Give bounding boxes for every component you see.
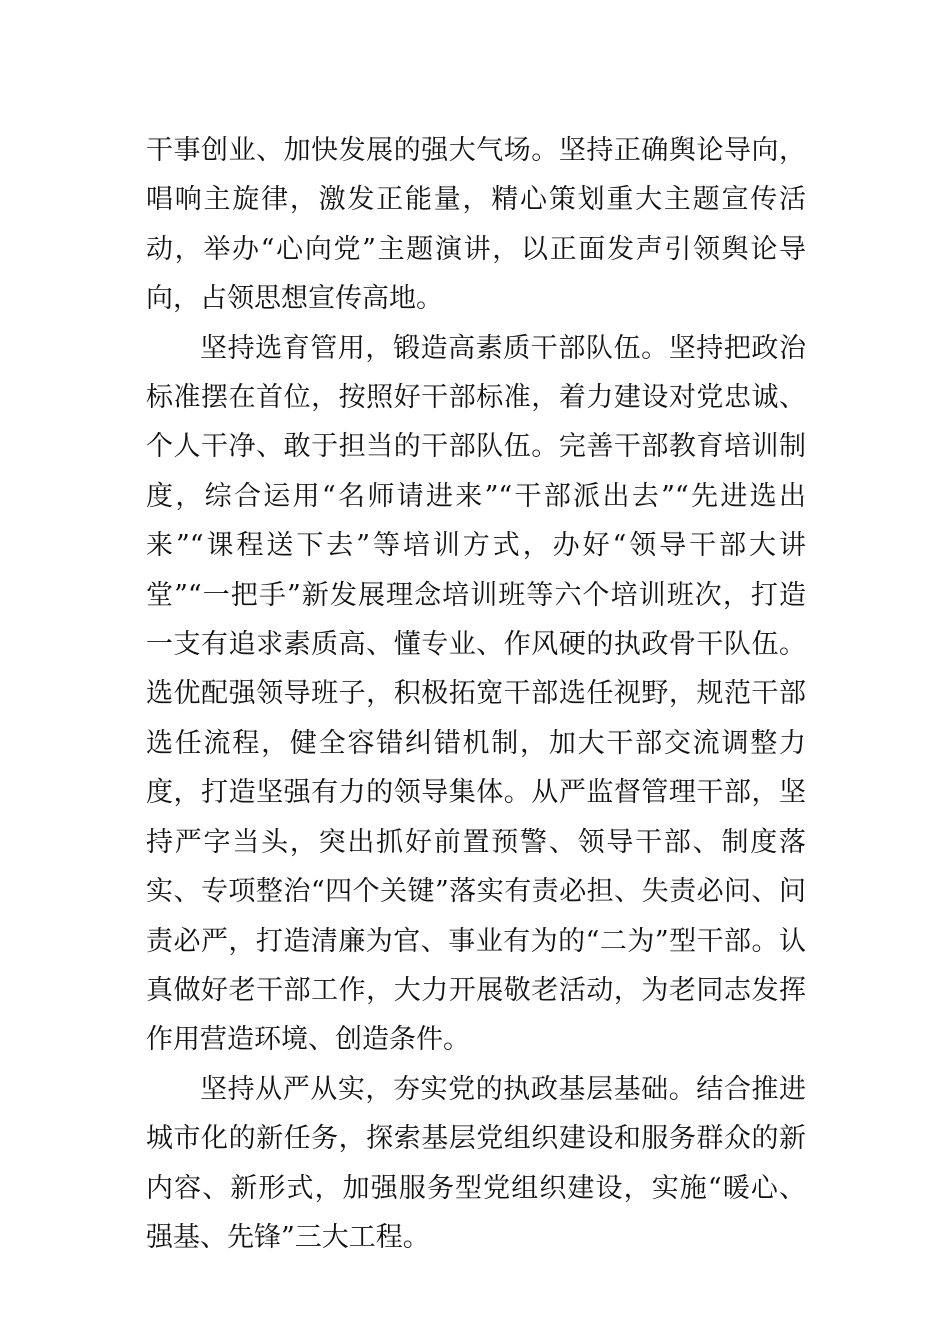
paragraph-cadre-team: 坚持选育管用，锻造高素质干部队伍。坚持把政治标准摆在首位，按照好干部标准，着力建设对党忠诚、个人干净、敢于担当的干部队伍。完善干部教育培训制度，综合运用“名师请进来”“干部派出去”“先进选出来”“课程送下去”等培训方式，办好“领导干部大讲堂”“一把手”新发展理念培训班等六个培训班次，打造一支有追求素质高、懂专业、作风硬的执政骨干队伍。选优配强领导班子，积极拓宽干部选任视野，规范干部选任流程，健全容错纠错机制，加大干部交流调整力度，打造坚强有力的领导集体。从严监督管理干部，坚持严字当头，突出抓好前置预警、领导干部、制度落实、专项整治“四个关键”落实有责必担、失责必问、问责必严，打造清廉为官、事业有为的“二为”型干部。认真做好老干部工作，大力开展敬老活动，为老同志发挥作用营造环境、创造条件。 (146, 332, 806, 1056)
paragraph-grassroots: 坚持从严从实，夯实党的执政基层基础。结合推进城市化的新任务，探索基层党组织建设和服务群众的新内容、新形式，加强服务型党组织建设，实施“暖心、强基、先锋”三大工程。 (146, 1073, 806, 1253)
paragraph-continuation: 干事创业、加快发展的强大气场。坚持正确舆论导向，唱响主旋律，激发正能量，精心策划重大主题宣传活动，举办“心向党”主题演讲，以正面发声引领舆论导向，占领思想宣传高地。 (146, 135, 806, 315)
document-body (146, 126, 806, 1262)
